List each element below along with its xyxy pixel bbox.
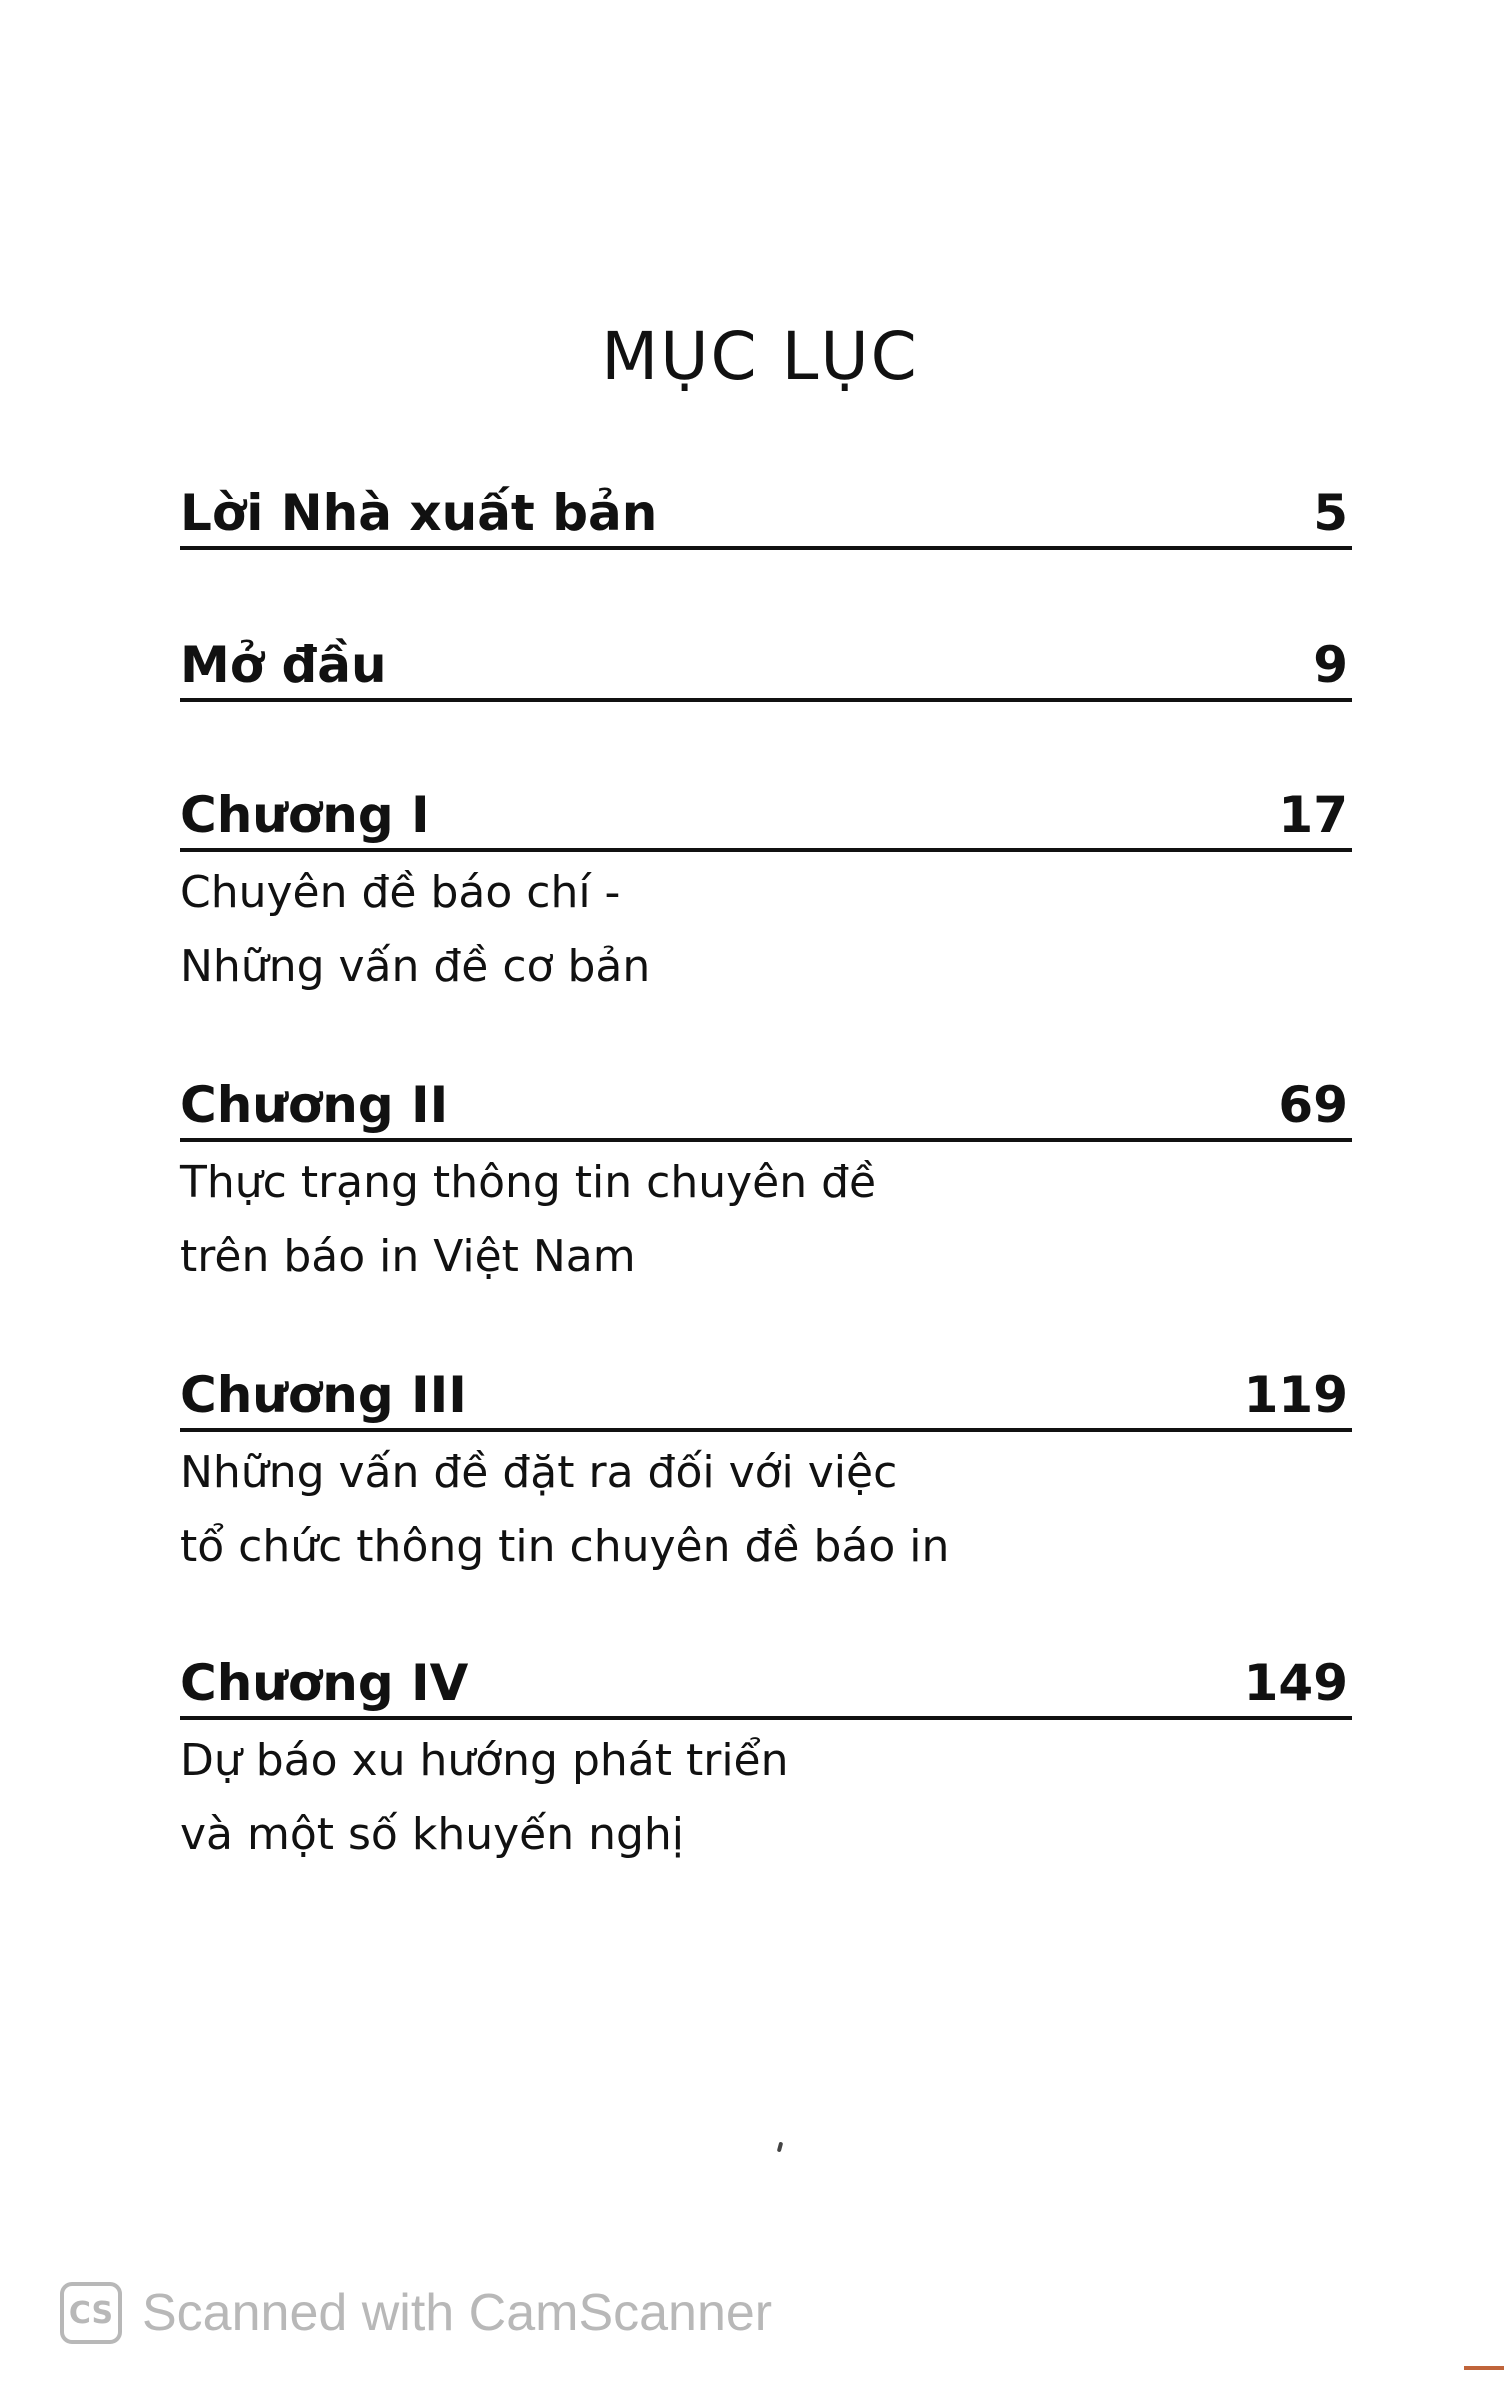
toc-subtitle-line: tổ chức thông tin chuyên đề báo in	[180, 1521, 950, 1572]
toc-entry-subtitle	[180, 1436, 1352, 1584]
toc-entry-subtitle	[180, 856, 1352, 1004]
toc-entry-page-number: 119	[1243, 1366, 1348, 1424]
scan-speck	[777, 2142, 783, 2153]
toc-entry-label: Lời Nhà xuất bản	[180, 484, 658, 542]
toc-entry-chuong-4[interactable]	[180, 1654, 1352, 1872]
toc-entry-header	[180, 1654, 1352, 1720]
toc-entry-header	[180, 786, 1352, 852]
toc-entry-page-number: 9	[1313, 636, 1348, 694]
watermark-text: Scanned with CamScanner	[142, 2284, 773, 2342]
toc-entry-label: Mở đầu	[180, 636, 387, 694]
toc-subtitle-line: Dự báo xu hướng phát triển	[180, 1735, 789, 1786]
toc-entry-loi-nha-xuat-ban[interactable]	[180, 484, 1352, 550]
toc-subtitle-line: Chuyên đề báo chí -	[180, 867, 621, 918]
toc-entry-header	[180, 484, 1352, 550]
toc-subtitle-line: Những vấn đề đặt ra đối với việc	[180, 1447, 898, 1498]
toc-entry-page-number: 17	[1278, 786, 1348, 844]
toc-entry-chuong-3[interactable]	[180, 1366, 1352, 1584]
toc-subtitle-line: Thực trạng thông tin chuyên đề	[180, 1157, 877, 1208]
toc-entry-header	[180, 1366, 1352, 1432]
toc-entry-page-number: 69	[1278, 1076, 1348, 1134]
toc-subtitle-line: trên báo in Việt Nam	[180, 1231, 636, 1282]
toc-entry-chuong-1[interactable]	[180, 786, 1352, 1004]
page-title: MỤC LỤC	[601, 318, 919, 395]
toc-entry-label: Chương III	[180, 1366, 467, 1424]
camscanner-watermark	[60, 2282, 772, 2344]
toc-entry-page-number: 149	[1243, 1654, 1348, 1712]
toc-entry-header	[180, 1076, 1352, 1142]
toc-entry-chuong-2[interactable]	[180, 1076, 1352, 1294]
toc-entry-subtitle	[180, 1724, 1352, 1872]
toc-subtitle-line: và một số khuyến nghị	[180, 1809, 685, 1860]
scan-edge-mark	[1464, 2366, 1504, 2370]
toc-entry-page-number: 5	[1313, 484, 1348, 542]
toc-entry-header	[180, 636, 1352, 702]
toc-entry-subtitle	[180, 1146, 1352, 1294]
toc-entry-label: Chương II	[180, 1076, 449, 1134]
toc-subtitle-line: Những vấn đề cơ bản	[180, 941, 651, 992]
toc-entry-label: Chương I	[180, 786, 430, 844]
toc-entry-mo-dau[interactable]	[180, 636, 1352, 702]
toc-entry-label: Chương IV	[180, 1654, 469, 1712]
camscanner-logo-icon: CS	[60, 2282, 122, 2344]
